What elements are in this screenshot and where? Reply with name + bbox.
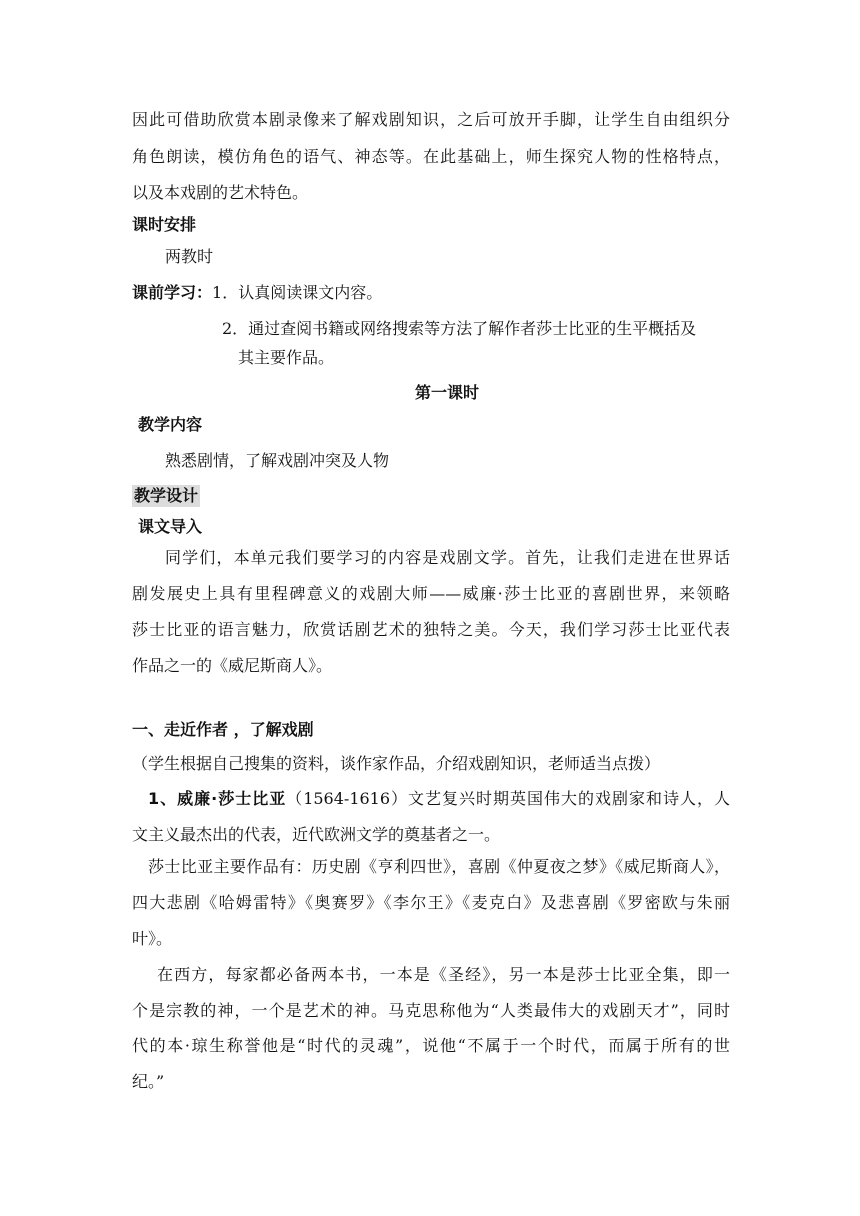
intro-line-3: 以及本戏剧的艺术特色。 [132,183,309,202]
lesson-intro-line-1: 同学们，本单元我们要学习的内容是戏剧文学。首先，让我们走进在世界话 [165,548,730,567]
lesson-intro-line-3: 莎士比亚的语言魅力，欣赏话剧艺术的独特之美。今天，我们学习莎士比亚代表 [132,620,730,639]
author-name: 1、威廉·莎士比亚 [148,789,287,808]
prestudy-label: 课前学习： [132,283,213,302]
author-line-2: 文主义最杰出的代表，近代欧洲文学的奠基者之一。 [132,825,501,844]
prestudy-item-1: 1．认真阅读课文内容。 [212,283,383,302]
west-line-2: 个是宗教的神，一个是艺术的神。马克思称他为“人类最伟大的戏剧天才”，同时 [132,1001,730,1020]
intro-heading: 课文导入 [138,517,203,536]
intro-line-2: 角色朗读，模仿角色的语气、神态等。在此基础上，师生探究人物的性格特点， [132,147,730,166]
lesson-intro-line-2: 剧发展史上具有里程碑意义的戏剧大师——威廉·莎士比亚的喜剧世界，来领略 [132,584,730,603]
works-line-1: 莎士比亚主要作品有：历史剧《亨利四世》，喜剧《仲夏夜之梦》《威尼斯商人》， [148,857,730,876]
works-line-2: 四大悲剧《哈姆雷特》《奥赛罗》《李尔王》《麦克白》及悲喜剧《罗密欧与朱丽 [132,893,730,912]
section-heading: 一、走近作者 ，了解戏剧 [132,720,314,739]
section-note: （学生根据自己搜集的资料，谈作家作品，介绍戏剧知识，老师适当点拨） [132,754,661,773]
intro-line-1: 因此可借助欣赏本剧录像来了解戏剧知识，之后可放开手脚，让学生自由组织分 [132,110,730,129]
west-line-4: 纪。” [132,1072,165,1091]
west-line-3: 代的本·琼生称誉他是“时代的灵魂”，说他“不属于一个时代，而属于所有的世 [132,1036,730,1055]
design-heading: 教学设计 [134,486,199,505]
author-line-1 [148,788,730,810]
lesson-title: 第一课时 [414,383,479,402]
prestudy-line-1 [132,282,382,304]
prestudy-item-2b: 其主要作品。 [238,348,335,367]
schedule-value: 两教时 [165,247,214,266]
lesson-intro-line-4: 作品之一的《威尼斯商人》。 [132,656,333,675]
west-line-1: 在西方，每家都必备两本书，一本是《圣经》，另一本是莎士比亚全集，即一 [157,965,730,984]
prestudy-item-2a: 2．通过查阅书籍或网络搜索等方法了解作者莎士比亚的生平概括及 [222,319,697,338]
content-text: 熟悉剧情，了解戏剧冲突及人物 [165,451,390,470]
author-dates: （1564-1616）文艺复兴时期英国伟大的戏剧家和诗人，人 [286,789,730,808]
content-heading: 教学内容 [138,415,203,434]
schedule-heading: 课时安排 [132,215,197,234]
works-line-3: 叶》。 [132,929,173,948]
